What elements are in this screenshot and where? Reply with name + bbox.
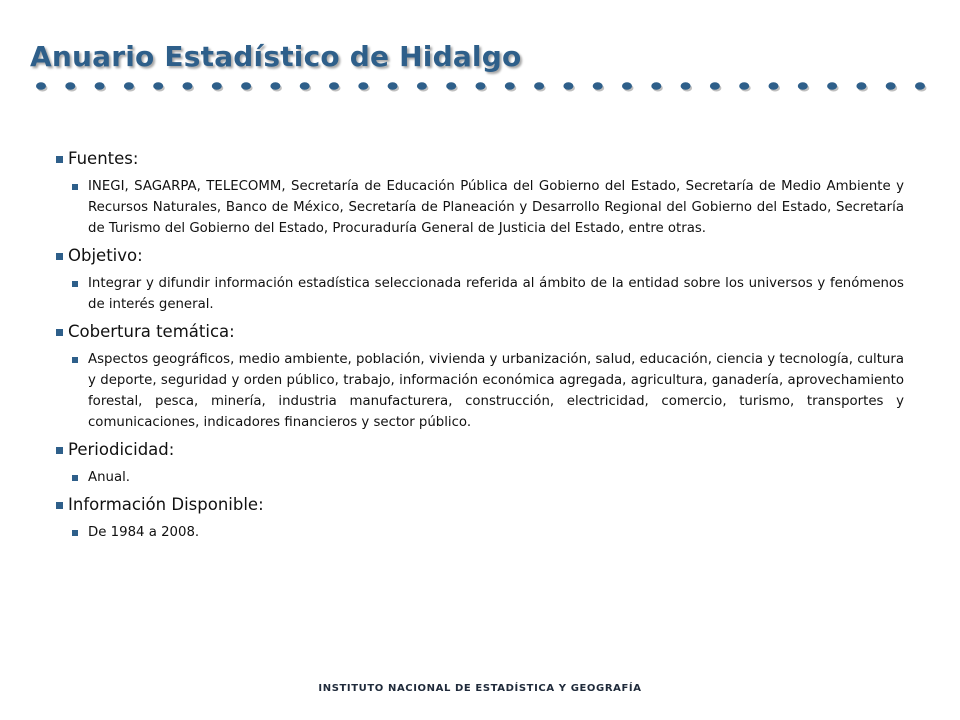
dot xyxy=(622,82,632,90)
dot xyxy=(65,82,75,90)
dot xyxy=(36,82,46,90)
list-item-text: Anual. xyxy=(88,470,131,485)
list-item xyxy=(72,467,904,488)
decorative-dot-row xyxy=(33,80,933,94)
footer-institution xyxy=(0,683,960,694)
list-item xyxy=(72,273,904,315)
dot xyxy=(183,82,193,90)
dot xyxy=(476,82,486,90)
dot xyxy=(95,82,105,90)
dot xyxy=(681,82,691,90)
list-item-text: De 1984 a 2008. xyxy=(88,525,200,540)
section-heading xyxy=(56,148,904,170)
section-heading-text: Cobertura temática: xyxy=(68,322,235,341)
section-heading-text: Información Disponible: xyxy=(68,495,264,514)
dot xyxy=(505,82,515,90)
dot xyxy=(241,82,251,90)
square-bullet-icon xyxy=(72,357,78,363)
page-title: Anuario Estadístico de Hidalgo xyxy=(30,40,522,73)
dot xyxy=(358,82,368,90)
dot xyxy=(915,82,925,90)
section-heading-text: Objetivo: xyxy=(68,246,143,265)
section-heading xyxy=(56,494,904,516)
section-informacion-disponible xyxy=(56,494,904,543)
dot xyxy=(886,82,896,90)
dot xyxy=(417,82,427,90)
dot xyxy=(270,82,280,90)
section-heading xyxy=(56,439,904,461)
dot xyxy=(710,82,720,90)
content-area xyxy=(56,148,904,549)
dot xyxy=(124,82,134,90)
square-bullet-icon xyxy=(56,156,63,163)
dot xyxy=(798,82,808,90)
section-heading xyxy=(56,321,904,343)
square-bullet-icon xyxy=(72,184,78,190)
dot xyxy=(388,82,398,90)
dot xyxy=(212,82,222,90)
section-heading-text: Periodicidad: xyxy=(68,440,175,459)
section-cobertura xyxy=(56,321,904,433)
dot xyxy=(446,82,456,90)
dot xyxy=(593,82,603,90)
list-item xyxy=(72,176,904,239)
dot xyxy=(856,82,866,90)
section-periodicidad xyxy=(56,439,904,488)
square-bullet-icon xyxy=(56,253,63,260)
square-bullet-icon xyxy=(72,475,78,481)
dot xyxy=(153,82,163,90)
dot xyxy=(329,82,339,90)
list-item-text: Aspectos geográficos, medio ambiente, población, vivienda y urbanización, salud, educación, ciencia y tecnología, cultura y deporte, seguridad y orden público, trabajo, información económica agregada, agricultura, ganadería, aprovechamiento forestal, pesca, minería, industria manufacturera, construcción, electricidad, comercio, turismo, transportes y comunicaciones, indicadores financieros y sector público. xyxy=(88,352,904,430)
square-bullet-icon xyxy=(56,329,63,336)
dot xyxy=(651,82,661,90)
dot xyxy=(534,82,544,90)
section-objetivo xyxy=(56,245,904,315)
square-bullet-icon xyxy=(56,502,63,509)
dot xyxy=(769,82,779,90)
square-bullet-icon xyxy=(56,447,63,454)
section-fuentes xyxy=(56,148,904,239)
dot xyxy=(300,82,310,90)
dot xyxy=(563,82,573,90)
dot xyxy=(739,82,749,90)
square-bullet-icon xyxy=(72,281,78,287)
section-heading-text: Fuentes: xyxy=(68,149,139,168)
list-item-text: Integrar y difundir información estadística seleccionada referida al ámbito de la entidad sobre los universos y fenómenos de interés general. xyxy=(88,276,904,312)
list-item xyxy=(72,349,904,433)
dot xyxy=(827,82,837,90)
list-item xyxy=(72,522,904,543)
section-heading xyxy=(56,245,904,267)
footer-text: INSTITUTO NACIONAL DE ESTADÍSTICA Y GEOGRAFÍA xyxy=(318,683,642,694)
list-item-text: INEGI, SAGARPA, TELECOMM, Secretaría de Educación Pública del Gobierno del Estado, Secretaría de Medio Ambiente y Recursos Naturales, Banco de México, Secretaría de Planeación y Desarrollo Regional del Gobierno del Estado, Secretaría de Turismo del Gobierno del Estado, Procuraduría General de Justicia del Estado, entre otras. xyxy=(88,179,904,236)
square-bullet-icon xyxy=(72,530,78,536)
